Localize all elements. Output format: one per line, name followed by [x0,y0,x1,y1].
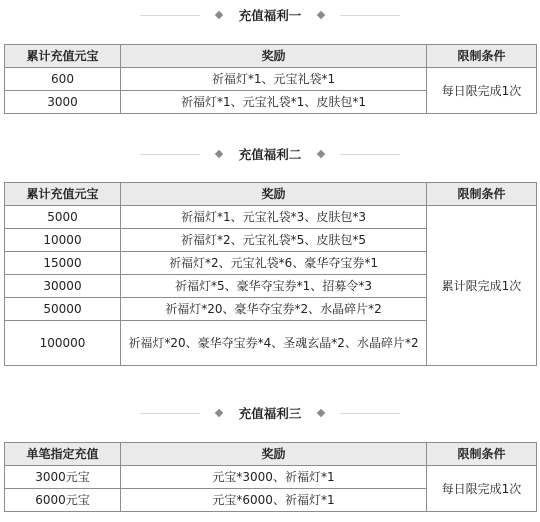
table-row [5,466,537,489]
divider [340,154,400,155]
amount-cell: 6000元宝 [5,489,121,512]
section-heading: 充值福利二 [238,147,302,162]
diamond-icon [215,11,223,19]
diamond-icon [316,11,324,19]
section-title-1 [0,4,540,26]
header-reward: 奖励 [121,45,427,68]
limit-cell: 每日限完成1次 [427,466,537,512]
amount-cell: 15000 [5,252,121,275]
header-amount: 累计充值元宝 [5,183,121,206]
divider [140,15,200,16]
diamond-icon [316,409,324,417]
table-row [5,68,537,91]
divider [140,154,200,155]
reward-cell: 祈福灯*1、元宝礼袋*1、皮肤包*1 [121,91,427,114]
section-heading: 充值福利三 [238,406,302,421]
divider [340,15,400,16]
reward-cell: 祈福灯*1、元宝礼袋*1 [121,68,427,91]
header-limit: 限制条件 [427,183,537,206]
amount-cell: 3000元宝 [5,466,121,489]
amount-cell: 10000 [5,229,121,252]
reward-cell: 元宝*3000、祈福灯*1 [121,466,427,489]
reward-cell: 祈福灯*20、豪华夺宝券*2、水晶碎片*2 [121,298,427,321]
section-title-3 [0,402,540,424]
amount-cell: 50000 [5,298,121,321]
diamond-icon [215,409,223,417]
table-header-row [5,443,537,466]
header-limit: 限制条件 [427,45,537,68]
amount-cell: 3000 [5,91,121,114]
header-amount: 累计充值元宝 [5,45,121,68]
section-title-2 [0,143,540,165]
divider [340,413,400,414]
recharge-table-2 [4,182,537,366]
amount-cell: 600 [5,68,121,91]
diamond-icon [215,150,223,158]
amount-cell: 100000 [5,321,121,366]
amount-cell: 5000 [5,206,121,229]
recharge-table-1 [4,44,537,114]
table-header-row [5,45,537,68]
divider [140,413,200,414]
limit-cell: 每日限完成1次 [427,68,537,114]
table-row [5,206,537,229]
table-header-row [5,183,537,206]
section-heading: 充值福利一 [238,8,302,23]
reward-cell: 祈福灯*20、豪华夺宝券*4、圣魂玄晶*2、水晶碎片*2 [121,321,427,366]
reward-cell: 祈福灯*1、元宝礼袋*3、皮肤包*3 [121,206,427,229]
amount-cell: 30000 [5,275,121,298]
reward-cell: 祈福灯*2、元宝礼袋*6、豪华夺宝券*1 [121,252,427,275]
header-limit: 限制条件 [427,443,537,466]
limit-cell: 累计限完成1次 [427,206,537,366]
reward-cell: 祈福灯*2、元宝礼袋*5、皮肤包*5 [121,229,427,252]
reward-cell: 祈福灯*5、豪华夺宝券*1、招募令*3 [121,275,427,298]
header-reward: 奖励 [121,443,427,466]
header-amount: 单笔指定充值 [5,443,121,466]
reward-cell: 元宝*6000、祈福灯*1 [121,489,427,512]
recharge-table-3 [4,442,537,512]
header-reward: 奖励 [121,183,427,206]
diamond-icon [316,150,324,158]
